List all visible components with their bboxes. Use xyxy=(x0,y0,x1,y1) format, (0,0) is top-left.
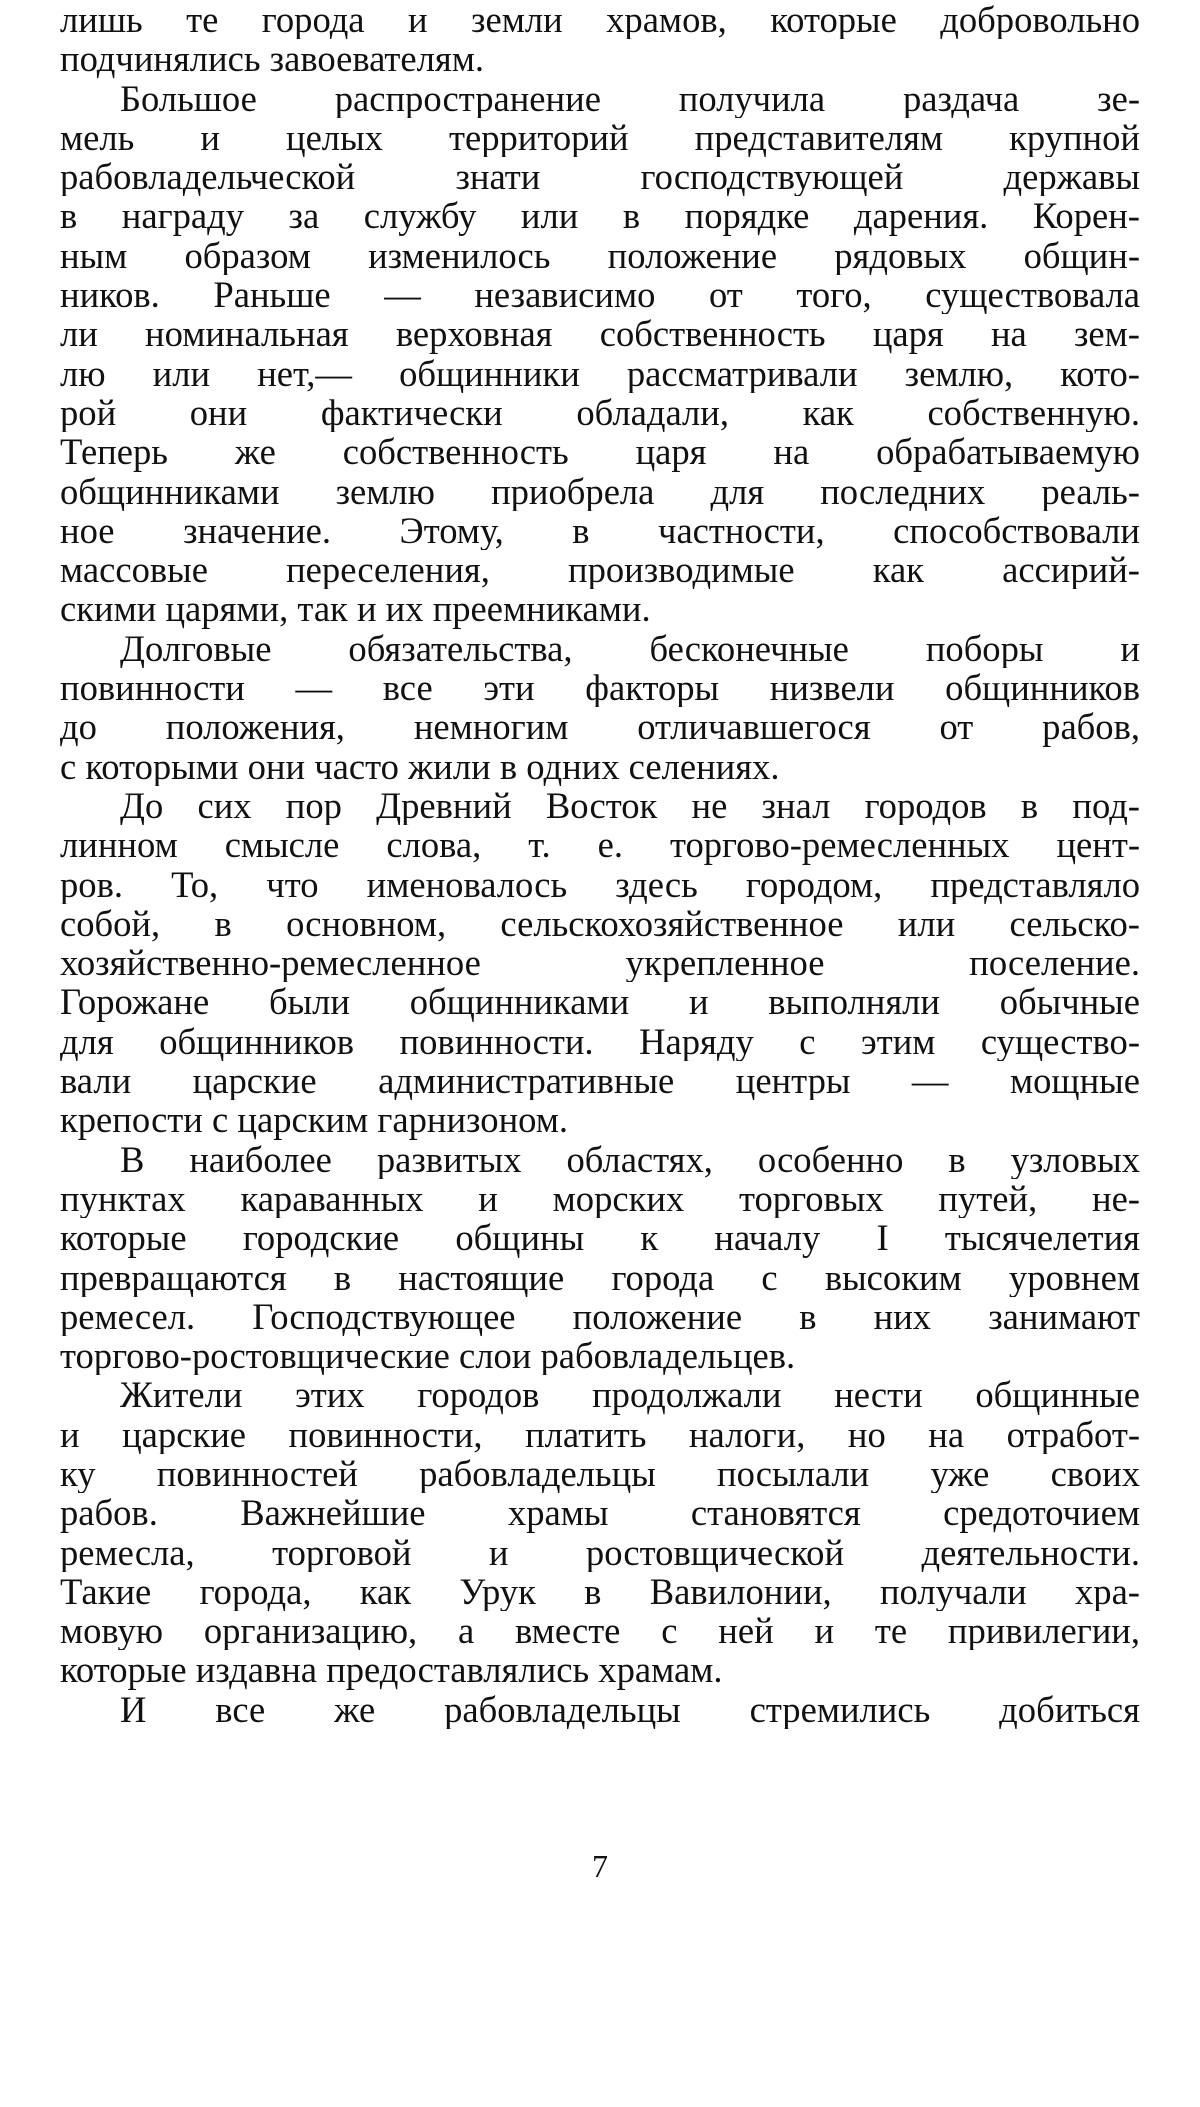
text-line: В наиболее развитых областях, особенно в узловых xyxy=(120,1139,1140,1179)
text-line: крепости с царским гарнизоном. xyxy=(60,1100,569,1140)
text-line: торгово-ростовщические слои рабовладельцев. xyxy=(60,1336,796,1376)
text-line: и царские повинности, платить налоги, но на отработ- xyxy=(60,1414,1140,1454)
text-line: И все же рабовладельцы стремились добиться xyxy=(120,1689,1140,1730)
text-line: которые издавна предоставлялись храмам. xyxy=(60,1650,723,1690)
text-line: До сих пор Древний Восток не знал городов в под- xyxy=(120,785,1140,826)
text-line: повинности — все эти факторы низвели общинников xyxy=(60,668,1140,708)
text-line: вали царские административные центры — мощные xyxy=(60,1061,1140,1101)
text-line: скими царями, так и их преемниками. xyxy=(60,589,651,629)
text-line: в награду за службу или в порядке дарения. Корен- xyxy=(60,196,1140,236)
text-line: Долговые обязательства, бесконечные поборы и xyxy=(120,628,1140,669)
text-line: ным образом изменилось положение рядовых общин- xyxy=(60,235,1140,276)
text-line: Такие города, как Урук в Вавилонии, получали хра- xyxy=(60,1571,1140,1612)
page-text xyxy=(60,0,1140,1729)
text-line: ремесла, торговой и ростовщической деятельности. xyxy=(60,1532,1140,1572)
text-line: рабовладельческой знати господствующей державы xyxy=(60,157,1140,197)
text-line: ремесел. Господствующее положение в них занимают xyxy=(60,1296,1140,1337)
text-line: ников. Раньше — независимо от того, существовала xyxy=(60,275,1140,315)
text-line: до положения, немногим отличавшегося от рабов, xyxy=(60,707,1140,747)
text-line: массовые переселения, производимые как ассирий- xyxy=(60,550,1140,590)
text-line: собой, в основном, сельскохозяйственное или сельско- xyxy=(60,903,1140,944)
text-line: мовую организацию, а вместе с ней и те привилегии, xyxy=(60,1611,1140,1651)
text-line: Жители этих городов продолжали нести общинные xyxy=(120,1375,1140,1415)
text-line: Горожане были общинниками и выполняли обычные xyxy=(60,982,1140,1022)
text-line: лю или нет,— общинники рассматривали землю, кото- xyxy=(60,353,1140,393)
text-line: подчинялись завоевателям. xyxy=(60,39,485,79)
text-line: для общинников повинности. Наряду с этим существо- xyxy=(60,1021,1140,1062)
text-line: ров. То, что именовалось здесь городом, представляло xyxy=(60,864,1140,904)
text-line: мель и целых территорий представителям крупной xyxy=(60,117,1140,158)
text-line: Теперь же собственность царя на обрабатываемую xyxy=(60,432,1140,472)
text-line: которые городские общины к началу I тысячелетия xyxy=(60,1218,1140,1258)
text-line: с которыми они часто жили в одних селениях. xyxy=(60,746,780,786)
text-line: ли номинальная верховная собственность царя на зем- xyxy=(60,314,1140,354)
text-line: ное значение. Этому, в частности, способствовали xyxy=(60,510,1140,551)
text-line: превращаются в настоящие города с высоким уровнем xyxy=(60,1257,1140,1297)
text-line: рабов. Важнейшие храмы становятся средоточием xyxy=(60,1493,1140,1533)
text-line: общинниками землю приобрела для последних реаль- xyxy=(60,471,1140,511)
text-line: линном смысле слова, т. е. торгово-ремесленных цент- xyxy=(60,825,1140,865)
text-line: пунктах караванных и морских торговых путей, не- xyxy=(60,1178,1140,1219)
text-line: лишь те города и земли храмов, которые добровольно xyxy=(60,0,1140,40)
page-number: 7 xyxy=(592,1848,608,1884)
text-line: хозяйственно-ремесленное укрепленное поселение. xyxy=(60,943,1140,983)
text-line: Большое распространение получила раздача зе- xyxy=(120,78,1140,118)
text-line: рой они фактически обладали, как собственную. xyxy=(60,392,1140,433)
text-line: ку повинностей рабовладельцы посылали уже своих xyxy=(60,1453,1140,1494)
